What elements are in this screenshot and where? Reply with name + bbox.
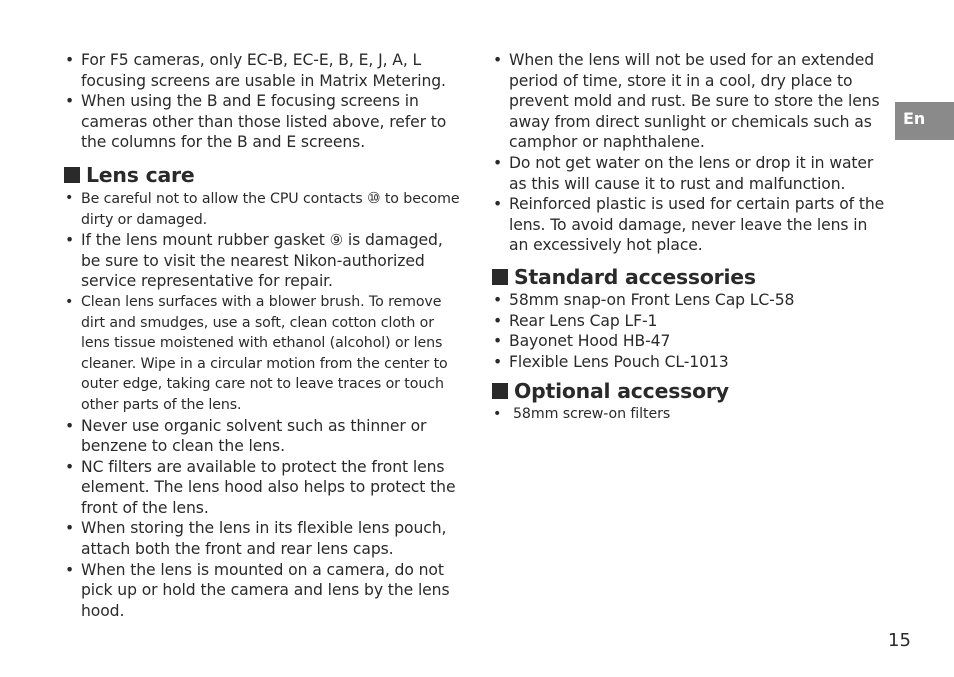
list-item: • Reinforced plastic is used for certain parts of the lens. To avoid damage, never leave the lens in an excessively hot place. [492,194,890,256]
list-item: • When storing the lens in its flexible lens pouch, attach both the front and rear lens caps. [64,518,462,559]
square-bullet-icon [64,167,80,183]
optional-accessory-heading [492,379,890,403]
callout-number-10: ⑩ [367,188,381,207]
standard-accessories-title: Standard accessories [514,264,756,289]
list-item: • If the lens mount rubber gasket ⑨ is damaged, be sure to visit the nearest Nikon-authorized service representative for repair. [64,230,462,292]
list-item: • Do not get water on the lens or drop it in water as this will cause it to rust and malfunction. [492,153,890,194]
standard-accessories-heading [492,265,890,289]
right-column [492,50,890,425]
intro-list [64,50,462,153]
lens-care-list [64,188,462,621]
list-item: • For F5 cameras, only EC-B, EC-E, B, E, J, A, L focusing screens are usable in Matrix Metering. [64,50,462,91]
optional-accessory-list [492,404,890,425]
standard-accessories-list [492,290,890,372]
list-item: • Rear Lens Cap LF-1 [492,311,890,332]
list-item: • Never use organic solvent such as thinner or benzene to clean the lens. [64,416,462,457]
list-item: • When the lens will not be used for an extended period of time, store it in a cool, dry place to prevent mold and rust. Be sure to store the lens away from direct sunlight or chemicals such as camphor or naphthalene. [492,50,890,153]
page-number: 15 [888,630,911,651]
lens-care-title: Lens care [86,162,195,187]
list-item: • Clean lens surfaces with a blower brush. To remove dirt and smudges, use a soft, clean cotton cloth or lens tissue moistened with ethanol (alcohol) or lens cleaner. Wipe in a circular motion from the center to outer edge, taking care not to leave traces or touch other parts of the lens. [64,292,462,416]
list-item: • When the lens is mounted on a camera, do not pick up or hold the camera and lens by the lens hood. [64,560,462,622]
list-item: • 58mm screw-on filters [492,404,890,425]
square-bullet-icon [492,383,508,399]
callout-number-9: ⑨ [329,231,343,250]
optional-accessory-title: Optional accessory [514,379,729,404]
left-column [64,50,462,621]
square-bullet-icon [492,269,508,285]
language-tab: En [895,102,954,140]
list-item: • Flexible Lens Pouch CL-1013 [492,352,890,373]
storage-list [492,50,890,256]
list-item: • NC filters are available to protect the front lens element. The lens hood also helps to protect the front of the lens. [64,457,462,519]
list-item: • 58mm snap-on Front Lens Cap LC-58 [492,290,890,311]
list-item: • When using the B and E focusing screens in cameras other than those listed above, refer to the columns for the B and E screens. [64,91,462,153]
list-item: • Be careful not to allow the CPU contacts ⑩ to become dirty or damaged. [64,188,462,230]
list-item: • Bayonet Hood HB-47 [492,331,890,352]
lens-care-heading [64,163,462,187]
